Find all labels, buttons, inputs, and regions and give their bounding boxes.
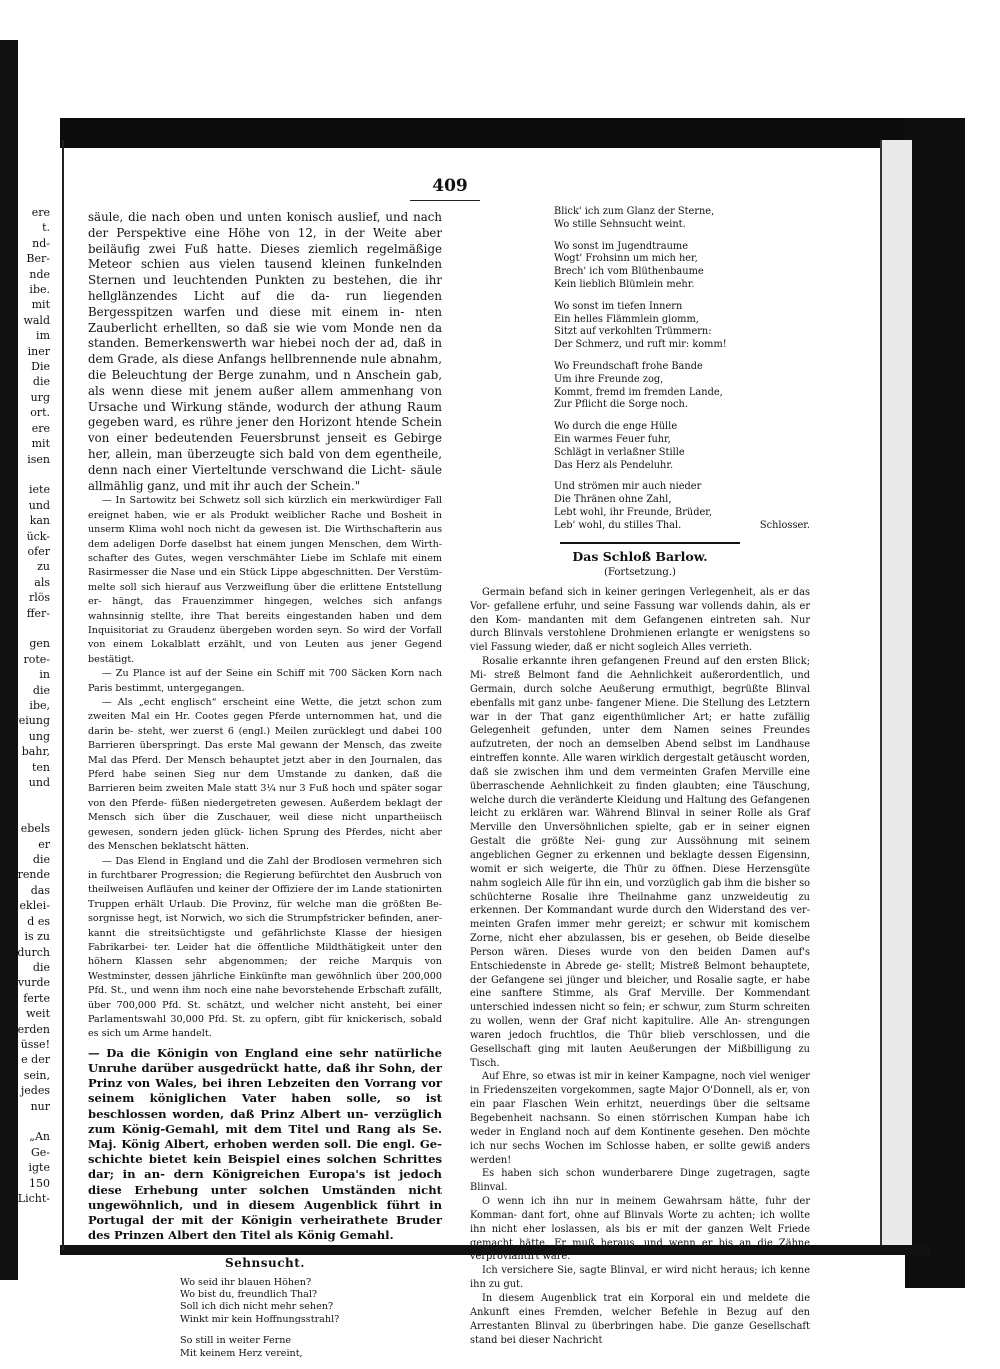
left-page-line: sein, xyxy=(23,1068,50,1082)
poem-line: Wo Freundschaft frohe Bande xyxy=(554,360,703,372)
left-page-line: üsse! xyxy=(20,1037,50,1051)
poem-stanza xyxy=(554,206,810,232)
poem-line: Wo seid ihr blauen Höhen? xyxy=(180,1276,312,1288)
left-page-line: weit xyxy=(26,1007,50,1021)
scan-border-right xyxy=(905,118,965,1288)
story-paragraph: Auf Ehre, so etwas ist mir in keiner Kampagne, noch viel weniger in Friedenszeiten vorgekommen, sagte Major O'Donnell, als er, von ein paar Flaschen Wein erhitzt, neuerdings über die seltsame Begebenheit nachsann. So einen störrischen Kumpan habe ich weder in England noch auf dem Kontinente gesehen. Den möchte ich nur sechs Wochen im Schlosse haben, er sollte gewiß anders werden! xyxy=(470,1071,810,1166)
story-paragraph: Es haben sich schon wunderbarere Dinge zugetragen, sagte Blinval. xyxy=(470,1168,810,1194)
left-page-line: Ge- xyxy=(30,1145,50,1159)
poem-line: Brech' ich vom Blüthenbaume xyxy=(554,266,704,278)
left-page-line: in xyxy=(39,668,50,682)
right-column xyxy=(470,206,810,1347)
left-page-line: im xyxy=(36,329,50,343)
left-page-line xyxy=(0,621,50,636)
left-page-line: ere xyxy=(31,421,50,435)
left-page-line: die xyxy=(32,960,50,974)
poem-line: Soll ich dich nicht mehr sehen? xyxy=(180,1301,334,1313)
left-page-line: das xyxy=(30,883,50,897)
poem-author: Schlosser. xyxy=(759,519,810,531)
poem-line: Wo sonst im tiefen Innern xyxy=(554,300,683,312)
poem-line: Das Herz als Pendeluhr. xyxy=(554,459,674,471)
left-page-line: 150 xyxy=(29,1176,50,1190)
poem-line: Ein warmes Feuer fuhr, xyxy=(554,433,671,445)
poem-line: Zur Pflicht die Sorge noch. xyxy=(554,399,688,411)
poem-line: Wo stille Sehnsucht weint. xyxy=(554,218,686,230)
left-page-line: ung xyxy=(28,729,50,743)
poem-last-line xyxy=(554,520,810,533)
poem-line: Der Schmerz, und ruft mir: komm! xyxy=(554,339,727,351)
left-page-line: ffer- xyxy=(26,606,50,620)
poem-line: Wo sonst im Jugendtraume xyxy=(554,240,689,252)
section-divider xyxy=(108,1249,422,1252)
left-page-line: nd- xyxy=(32,236,50,250)
poem-line: Mit keinem Herz vereint, xyxy=(180,1347,303,1359)
left-page-line: mit xyxy=(31,437,50,451)
poem-stanza xyxy=(554,301,810,352)
poem-title: Sehnsucht. xyxy=(225,1256,305,1271)
left-page-line: nde xyxy=(29,267,50,281)
poem-stanza xyxy=(554,361,810,412)
left-page-line: und xyxy=(28,498,50,512)
story-paragraph: Ich versichere Sie, sagte Blinval, er wird nicht heraus; ich kenne ihn zu gut. xyxy=(470,1265,810,1291)
queen-news-item: — Da die Königin von England eine sehr natürliche Unruhe darüber ausgedrückt hatte, daß ihr Sohn, der Prinz von Wales, bei ihren Lebzeiten den Vorrang vor seinem königlichen Vater haben solle, so ist beschlossen worden, daß Prinz Albert un- verzüglich zum König-Gemahl, mit dem Titel und Rang als Se. Maj. König Albert, erhoben werden soll. Die engl. Ge- schichte bietet kein Beispiel eines solchen Schrittes dar; in an- dern Königreichen Europa's ist jedoch diese Erhebung unter solchen Umständen nicht ungewöhnlich, und in diesem Augenblick führt in Portugal der mit der Königin verheirathete Bruder des Prinzen Albert den Titel als König Gemahl. xyxy=(88,1045,442,1243)
story-paragraph: Rosalie erkannte ihren gefangenen Freund auf den ersten Blick; Mi- streß Belmont fand die Aehnlichkeit außerordentlich, und Germain, durch solche Aeußerung ermuthigt, begrüßte Blinval ebenfalls mit ganz unbe- fangener Miene. Die Stellung des Letztern war in der That ganz eigenthümlicher Art; er hatte zufällig Gelegenheit gefunden, unter dem Namen seines Freundes aufzutreten, der noch an demselben Abend selbst im Landhause eintreffen konnte. Alle waren wirklich dergestalt getäuscht worden, daß sie zwischen ihm und dem vermeinten Grafen Merville eine überraschende Aehnlichkeit zu finden glaubten; eine Täuschung, welche durch die veränderte Kleidung und Haltung des Gefangenen leicht zu erklären war. Während Blinval in seiner Rolle als Graf Merville den Unversöhnlichen spielte, gab er in seiner eignen Gestalt die größte Nei- gung zur Aussöhnung mit seinem angeblichen Gegner zu erkennen und beklagte dessen Eigensinn, womit er sich weigerte, die Thür zu öffnen. Diese Herzensgüte nahm sogleich Alle für ihn ein, und vorzüglich gab ihm die bisher so schüchterne Rosalie ihre Theilnahme ganz unzweideutig zu erkennen. Der Kommandant wurde durch den Widerstand des ver- meinten Grafen immer mehr gereizt; er schwur mit komischem Zorne, nicht eher abzulassen, bis er gesehen, ob Beide dieselbe Person wären. Dieses wurde von den beiden Damen auf's Entschiedenste in Abrede ge- stellt; Mistreß Belmont behauptete, der Gefangene sei jünger und bleicher, und Rosalie sagte, er habe eine sanftere Stimme, als Graf Merville. Der Kommendant unterschied indessen nicht so fein; er schwur, zum Sturm schreiten zu wollen, wenn der Graf nicht kapitulire. Alle An- strengungen waren jedoch fruchtlos, die Thür blieb verschlossen, und die Gesellschaft ging mit lauten Aeußerungen der Mißbilligung zu Tisch. xyxy=(470,656,810,1069)
poem-line: Kommt, fremd im fremden Lande, xyxy=(554,386,723,398)
left-page-line: ort. xyxy=(30,406,50,420)
left-page-line: als xyxy=(34,575,50,589)
news-item: — Zu Plance ist auf der Seine ein Schiff mit 700 Säcken Korn nach Paris bestimmt, untergegangen. xyxy=(88,668,442,694)
left-page-line xyxy=(0,1114,50,1129)
left-page-line: er xyxy=(38,837,50,851)
left-page-line: ofer xyxy=(27,544,50,558)
left-page-line: die xyxy=(32,683,50,697)
scan-page-edge xyxy=(880,140,912,1250)
page-number: 409 xyxy=(432,176,468,196)
left-page-line: wald xyxy=(23,313,50,327)
story-body xyxy=(470,586,810,1347)
poem-line: Schlägt in verlaßner Stille xyxy=(554,446,685,458)
left-page-line: Ber- xyxy=(26,252,50,266)
left-page-line: jedes xyxy=(20,1084,50,1098)
left-page-line: eklei- xyxy=(19,899,50,913)
left-page-line xyxy=(0,806,50,821)
story-paragraph: In diesem Augenblick trat ein Korporal ein und meldete die Ankunft eines Fremden, welcher Befehle in Bezug auf den Arrestanten Blinval zu überbringen habe. Die ganze Gesellschaft stand bei dieser Nachricht xyxy=(470,1292,810,1346)
left-column xyxy=(88,210,442,1369)
poem-line: Ein helles Flämmlein glomm, xyxy=(554,313,699,325)
lead-paragraph: säule, die nach oben und unten konisch auslief, und nach der Perspektive eine Höhe von 12, in der Weite aber beiläufig zwei Fuß hatte. Dieses ziemlich regelmäßige Meteor schien aus vielen tausend kleinen funkelnden Sternen und leuchtenden Punkten zu bestehen, die ihr hellglänzendes Licht auf die da- run liegenden Bergesspitzen warfen und diese mit einem in- nten Zauberlicht erhellten, so daß sie wie vom Monde nen da standen. Bemerkenswerth war hiebei noch der ad, daß in dem Grade, als diese Anfangs hellbrennende nule abnahm, die Beleuchtung der Berge zunahm, und n Anschein gab, als wenn diese mit jenem außer allem ammenhang von Ursache und Wirkung stände, wodurch der athung Raum gegeben ward, es rühre jener den Horizont htende Schein von einer bedeutenden Feuersbrunst jenseit es Gebirge her, allein, man überzeugte sich bald von dem egentheile, denn nach einer Vierteltunde verschwand die Licht- säule allmählig ganz, und mit ihr auch der Schein." xyxy=(88,210,442,493)
left-page-line: ebels xyxy=(20,822,50,836)
left-page-line: isen xyxy=(27,452,50,466)
left-page-fragment xyxy=(0,205,50,1206)
poem-stanza xyxy=(554,241,810,292)
left-page-line: urg xyxy=(30,390,50,404)
left-page-line: iete xyxy=(29,483,50,497)
story-paragraph: Germain befand sich in keiner geringen Verlegenheit, als er das Vor- gefallene erfuhr, und seine Fassung war vollends dahin, als er den Kom- mandanten mit dem Gefangenen eintreten sah. Nur durch Blinvals verstohlene Drohmienen erlangte er wenigstens so viel Fassung wieder, daß er nicht sogleich Alles verrieth. xyxy=(470,586,810,654)
left-page-line: die xyxy=(32,375,50,389)
poem-line: Wo durch die enge Hülle xyxy=(554,421,678,433)
left-page-line: zweiung xyxy=(3,714,50,728)
left-page-line: vurde xyxy=(17,976,50,990)
left-page-line: gen xyxy=(29,637,50,651)
poem-line: Blick' ich zum Glanz der Sterne, xyxy=(554,206,715,217)
left-page-line xyxy=(0,790,50,805)
left-page-line: rende xyxy=(17,868,50,882)
left-page-line: kan xyxy=(29,514,50,528)
left-page-line: durch xyxy=(17,945,50,959)
left-page-line: rote- xyxy=(23,652,50,666)
left-page-line: ferte xyxy=(23,991,50,1005)
left-page-line: „An xyxy=(29,1130,50,1144)
poem-continuation xyxy=(470,206,810,533)
news-item: — Das Elend in England und die Zahl der Brodlosen vermehren sich in furchtbarer Progression; die Regierung befürchtet den Ausbruch von theilweisen Aufläufen und keiner der Offiziere der im Lande stationirten Truppen erhält Urlaub. Die Provinz, für welche man die größten Be- sorgnisse hegt, ist Norwich, wo sich die Strumpfstricker befinden, aner- kannt die streitsüchtigste und gefährlichste Klasse der hiesigen Fabrikarbei- ter. Leider hat die öffentliche Mildthätigkeit unter den höhern Klassen sehr abgenommen; der reiche Marquis von Westminster, dessen jährliche Einkünfte man gewöhnlich über 200,000 Pfd. St., und wenn ihm noch eine nahe bevorstehende Erbschaft zufällt, über 700,000 Pfd. St. schätzt, und welcher nicht ansteht, bei einer Parlamentswahl 30,000 Pfd. St. zu opfern, gibt für knickerisch, sobald es sich um Arme handelt. xyxy=(88,855,442,1040)
left-page-line: ibe. xyxy=(29,283,50,297)
poem-line: Die Thränen ohne Zahl, xyxy=(554,494,672,506)
poem-stanza xyxy=(180,1277,442,1327)
section-divider xyxy=(560,542,740,544)
left-page-line: ibe, xyxy=(29,699,50,712)
left-page-line: is zu xyxy=(24,930,50,944)
left-page-line: rlös xyxy=(28,591,50,605)
poem-line: Und strömen mir auch nieder xyxy=(554,481,702,493)
left-page-line: Die xyxy=(31,360,50,374)
poem-line: Wo bist du, freundlich Thal? xyxy=(180,1289,318,1301)
left-page-line: und xyxy=(28,776,50,790)
poem-line: So still in weiter Ferne xyxy=(180,1335,292,1347)
poem-line: Wogt' Frohsinn um mich her, xyxy=(554,253,698,265)
poem-line: Um ihre Freunde zog, xyxy=(554,373,664,385)
left-page-line: iner xyxy=(27,344,50,358)
poem-line: Kein lieblich Blümlein mehr. xyxy=(554,278,695,290)
poem-line: Lebt wohl, ihr Freunde, Brüder, xyxy=(554,506,712,518)
left-page-line: mit xyxy=(31,298,50,312)
left-page-line: t. xyxy=(42,221,50,235)
poem-stanza xyxy=(180,1335,442,1360)
poem-line: Leb' wohl, du stilles Thal. xyxy=(554,519,682,531)
left-page-line: bahr, xyxy=(21,745,50,759)
poem-stanza xyxy=(554,421,810,472)
poem-line: Sitzt auf verkohlten Trümmern: xyxy=(554,326,712,338)
gutter-line xyxy=(62,140,64,1250)
left-page-line: die xyxy=(32,853,50,867)
page-number-rule xyxy=(410,200,480,201)
story-subtitle: (Fortsetzung.) xyxy=(604,566,676,578)
poem-stanza xyxy=(554,481,810,532)
story-paragraph: O wenn ich ihn nur in meinem Gewahrsam hätte, fuhr der Komman- dant fort, ohne auf Blinvals Worte zu achten; ich wollte ihn nicht eher loslassen, als bis er mit der ganzen Welt Friede gemacht hätte. Er muß heraus, und wenn er bis an die Zähne verproviantirt wäre. xyxy=(470,1196,810,1263)
left-page-line: erden xyxy=(17,1022,50,1036)
scan-border-top xyxy=(60,118,930,148)
left-page-line: nur xyxy=(30,1099,50,1113)
story-title: Das Schloß Barlow. xyxy=(572,548,708,564)
news-item: — In Sartowitz bei Schwetz soll sich kürzlich ein merkwürdiger Fall ereignet haben, wie er als Produkt weiblicher Rache und Bosheit in unserm Klima wohl noch nicht da gewesen ist. Die Wirthschafterin aus dem adeligen Dorfe daselbst hat einem jungen Menschen, dem Wirth- schafter des Gutes, wegen verschmähter Liebe im Schlafe mit einem Rasirmesser die Nase und ein Stück Lippe abgeschnitten. Der Verstüm- melte soll sich hierauf aus Verzweiflung über die erlittene Entstellung er- hängt, das Frauenzimmer hingegen, welches sich anfangs wahnsinnig stellte, ihre That bereits eingestanden haben und dem Inquisitoriat zu Graudenz übergeben worden seyn. So wird der Vorfall von einem Lokalblatt erzählt, und von Leuten aus jener Gegend bestätigt. xyxy=(88,495,442,665)
left-page-line: e der xyxy=(21,1053,50,1067)
left-page-line xyxy=(0,467,50,482)
news-item: — Als „echt englisch“ erscheint eine Wette, die jetzt schon zum zweiten Mal ein Hr. Cootes gegen Pferde unternommen hat, und die darin be- steht, wer zuerst 6 (engl.) Meilen zurücklegt und dabei 100 Barrieren überspringt. Das erste Mal gewann der Mensch, das zweite Mal das Pferd. Der Mensch behauptet jetzt aber in den Journalen, das Pferd habe seinen Sieg nur dem Umstande zu danken, daß die Barrieren beim zweiten Male statt 3¼ nur 3 Fuß hoch und später sogar von den Pferde- füßen niedergetreten gewesen. Außerdem beklagt der Mensch sich über die Zuschauer, weil diese nicht unpartheiisch gewesen, sondern jeden glück- lichen Sprung des Pferdes, nicht aber des Menschen beklatscht hätten. xyxy=(88,697,442,853)
left-page-line: zu xyxy=(37,560,50,574)
left-page-line: igte xyxy=(28,1161,50,1175)
left-page-line: ück- xyxy=(26,529,50,543)
poem-line: Winkt mir kein Hoffnungsstrahl? xyxy=(180,1313,340,1325)
poem-start xyxy=(88,1277,442,1360)
news-section xyxy=(88,494,442,1041)
left-page-line: Licht- xyxy=(17,1192,50,1205)
left-page-line: d es xyxy=(27,914,50,928)
left-page-line: ere xyxy=(31,206,50,219)
left-page-line: ten xyxy=(31,760,50,774)
